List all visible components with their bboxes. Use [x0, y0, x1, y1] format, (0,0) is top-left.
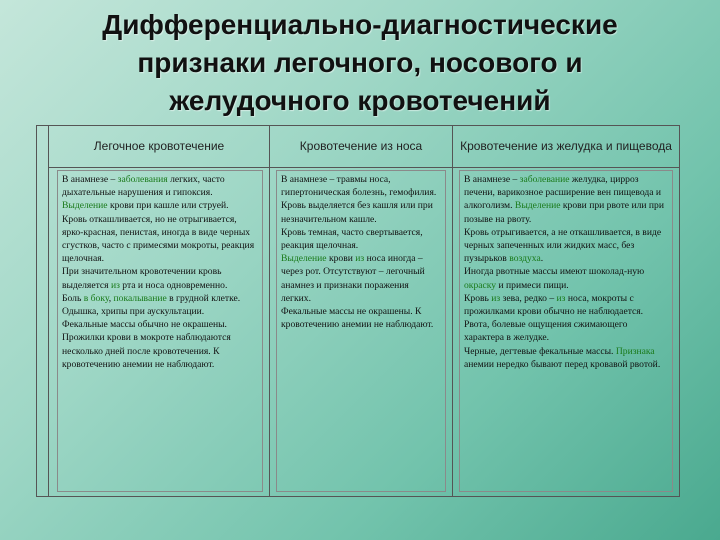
nasal-cough: Кровь выделяется без кашля или при незначительном кашле. — [281, 200, 433, 225]
nasal-anamnesis: В анамнезе – травмы носа, гипертоническая болезнь, гемофилия. — [281, 174, 437, 199]
pulmonary-significant: При значительном кровотечении кровь выделяется из рта и носа одновременно. — [62, 266, 228, 291]
header-pulmonary: Легочное кровотечение — [49, 126, 269, 168]
gastric-feces: Черные, дегтевые фекальные массы. Признака анемии нередко бывают перед кровавой рвотой. — [464, 345, 661, 370]
column-nasal — [270, 126, 453, 496]
title-line-2: признаки легочного, носового и — [137, 47, 583, 78]
cell-pulmonary — [57, 170, 263, 492]
gastric-anamnesis: В анамнезе – заболевание желудка, цирроз печени, варикозное расширение вен пищевода и алкоголизм. Выделение крови при рвоте или при позыве на рвоту. — [464, 174, 664, 225]
column-gastric — [453, 126, 679, 496]
title-line-1: Дифференциально-диагностические — [102, 9, 618, 40]
gastric-source: Кровь из зева, редко – из носа, мокроты с прожилками крови обычно не наблюдается. — [464, 292, 644, 318]
comparison-table — [36, 125, 680, 497]
gastric-blood: Кровь отрыгивается, а не откашливается, в виде черных запеченных или жидких масс, без пузырьков воздуха. — [464, 226, 662, 265]
cell-nasal — [276, 170, 446, 492]
nasal-feces: Фекальные массы не окрашены. К кровотечению анемии не наблюдают. — [281, 306, 434, 331]
nasal-blood: Кровь темная, часто свертывается, реакция щелочная. — [281, 226, 423, 252]
gastric-pain: Рвота, болевые ощущения сжимающего характера в желудке. — [464, 319, 628, 344]
pulmonary-anamnesis: В анамнезе – заболевания легких, часто дыхательные нарушения и гипоксия. Выделение крови при кашле или струей. — [62, 174, 229, 212]
table-stub-column — [37, 126, 49, 496]
title-line-3: желудочного кровотечений — [169, 85, 551, 116]
pulmonary-blood: Кровь откашливается, но не отрыгивается, ярко-красная, пенистая, иногда в виде черных сгустков, часто с примесями мокроты, реакция щелочная. — [62, 213, 255, 265]
page-title — [0, 6, 720, 120]
column-pulmonary — [49, 126, 270, 496]
nasal-discharge: Выделение крови из носа иногда – через рот. Отсутствуют – легочный анамнез и признаки поражения легких. — [281, 253, 425, 304]
header-gastric: Кровотечение из желудка и пищевода — [453, 126, 679, 168]
pulmonary-feces: Фекальные массы обычно не окрашены. Прожилки крови в мокроте наблюдаются несколько дней после кровотечения. К кровотечению анемии не наблюдают. — [62, 319, 231, 370]
cell-gastric — [459, 170, 673, 492]
header-nasal: Кровотечение из носа — [270, 126, 452, 168]
pulmonary-pain: Боль в боку, покалывание в грудной клетке. Одышка, хрипы при аускультации. — [62, 292, 241, 318]
gastric-vomit: Иногда рвотные массы имеют шоколад-ную окраску и примеси пищи. — [464, 266, 645, 291]
